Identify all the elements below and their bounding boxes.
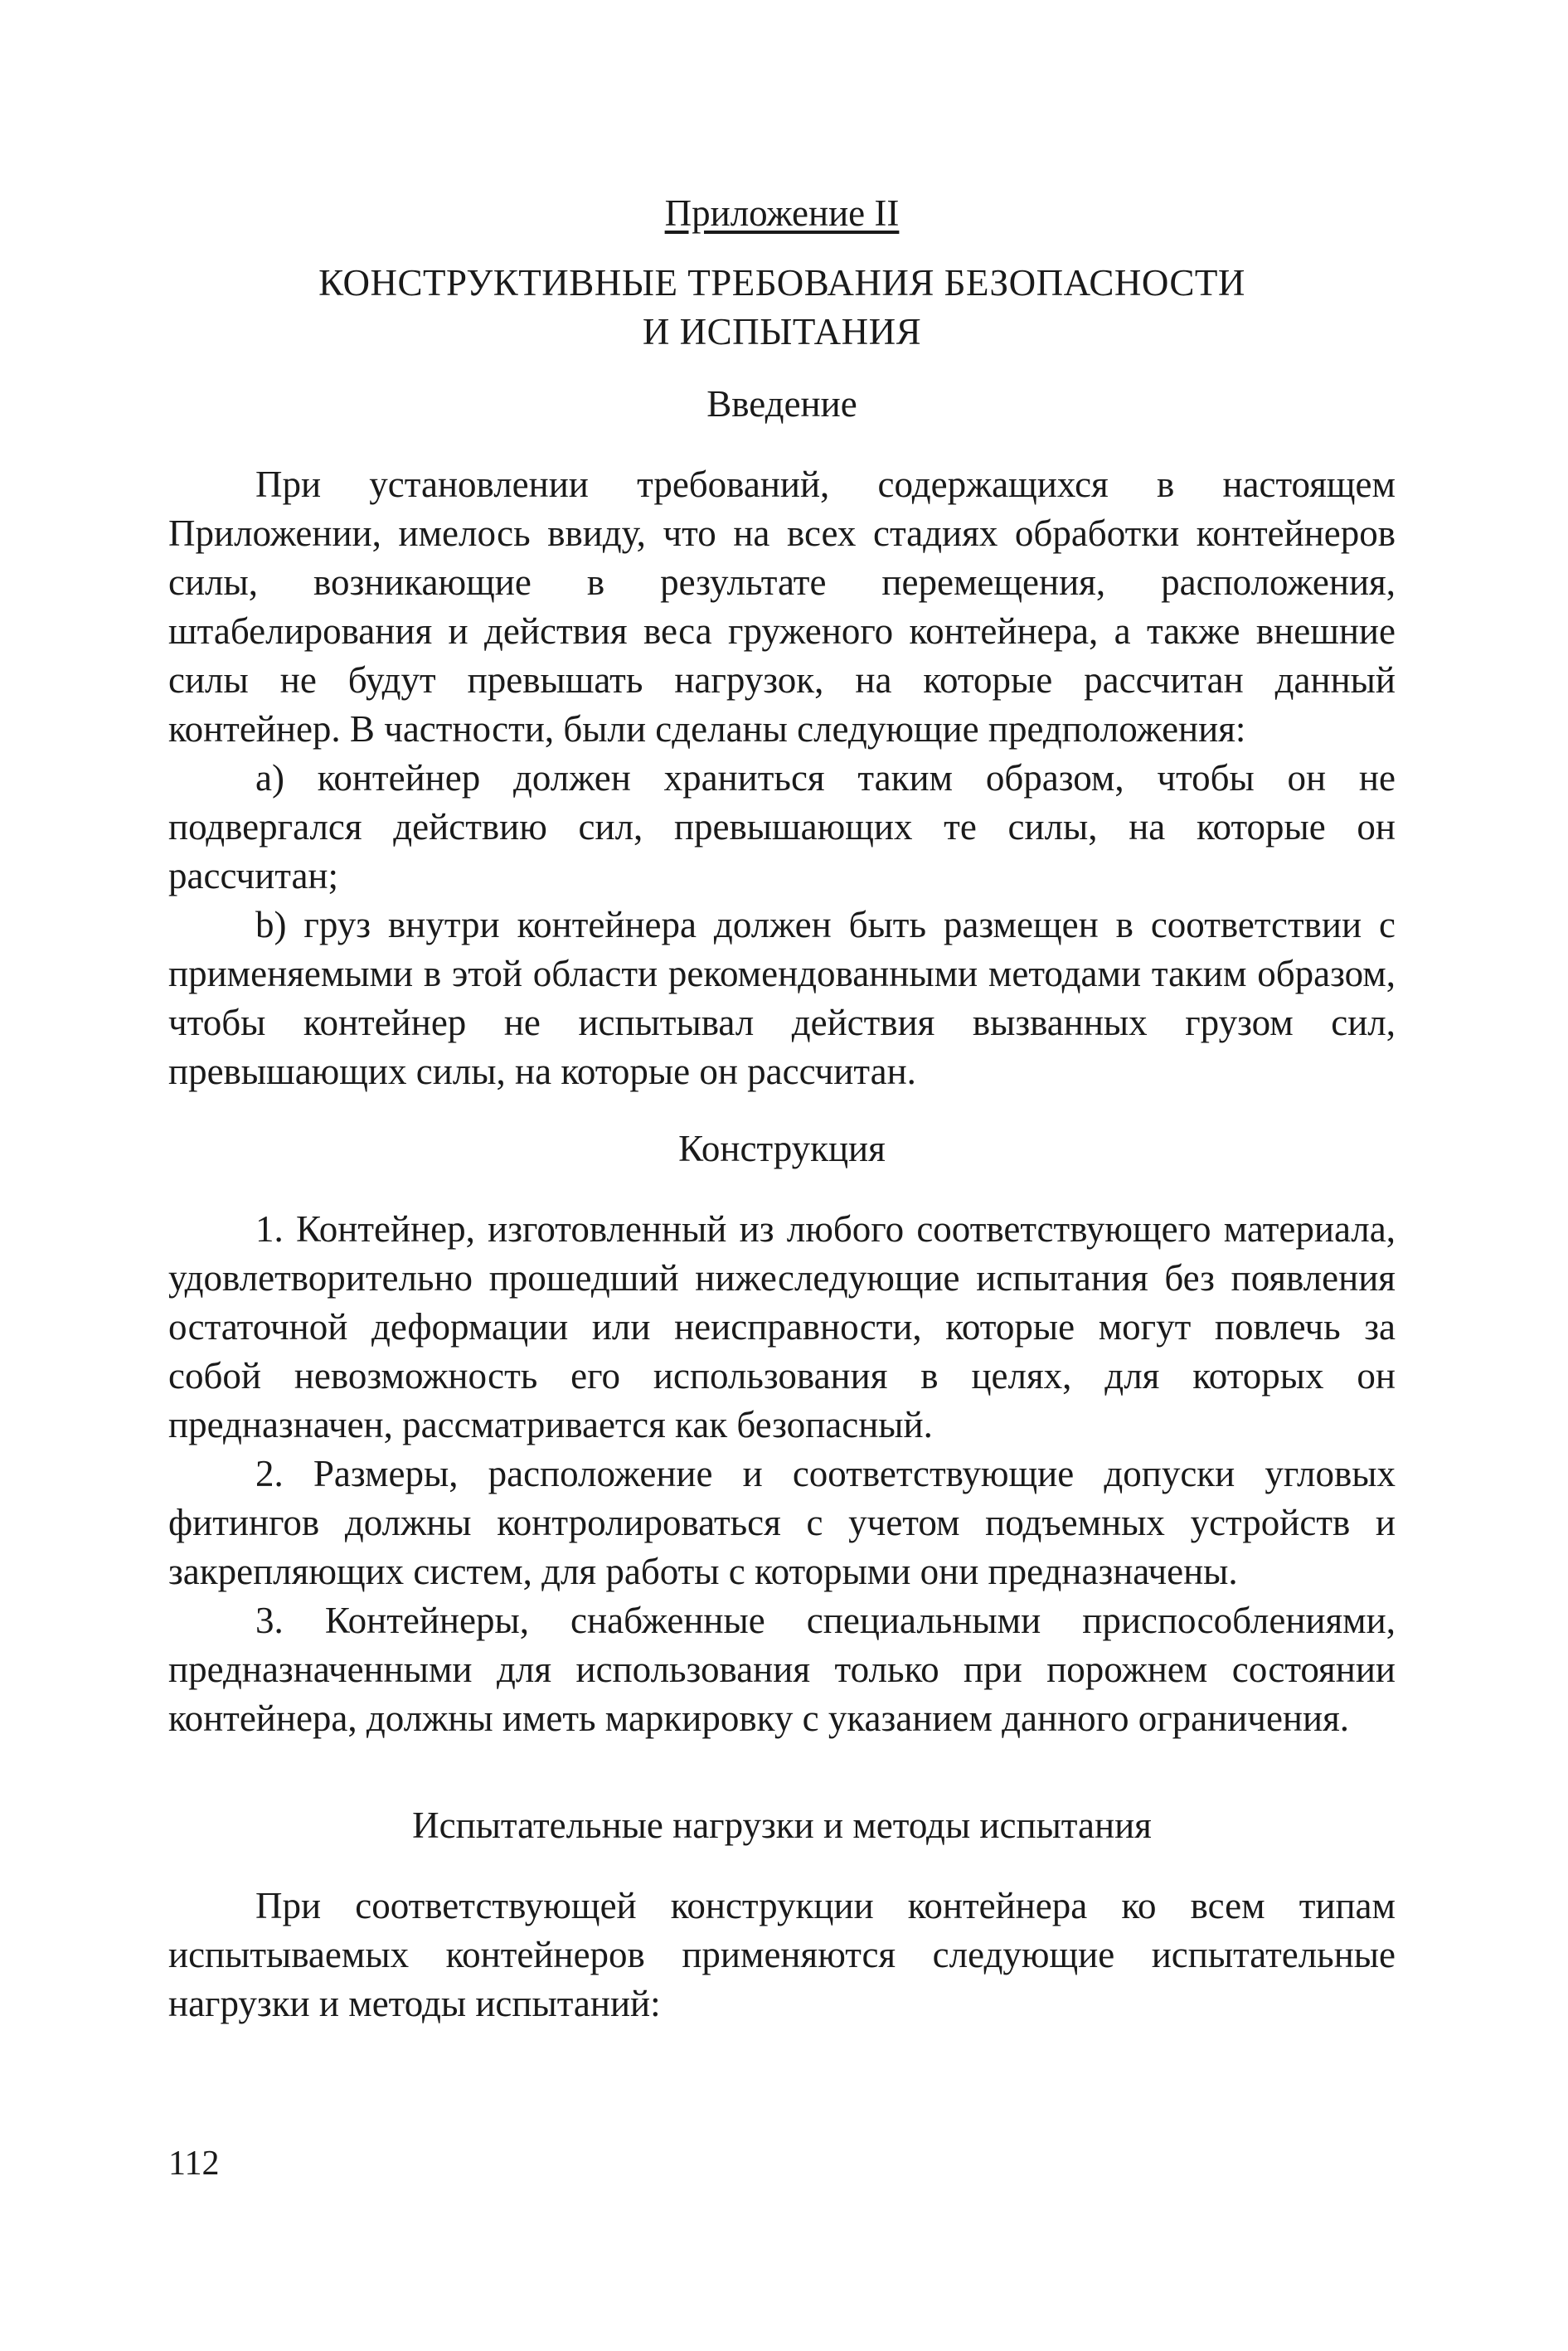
- tests-paragraph: При соответствующей конструкции контейнера ко всем типам испытываемых контейнеров применяются следующие испытательные нагрузки и методы испытаний:: [168, 1885, 1396, 2024]
- construction-clause-1: 1. Контейнер, изготовленный из любого соответствующего материала, удовлетворительно прошедший нижеследующие испытания без появления остаточной деформации или неисправности, которые могут повлечь за собой невозможность его использования в целях, для которых он предназначен, рассматривается как безопасный.: [168, 1208, 1396, 1445]
- construction-clause-2: 2. Размеры, расположение и соответствующие допуски угловых фитингов должны контролироваться с учетом подъемных устройств и закрепляющих систем, для работы с которыми они предназначены.: [168, 1453, 1396, 1592]
- main-title: [168, 259, 1396, 357]
- section-heading-construction: Конструкция: [678, 1128, 886, 1169]
- section-heading-intro: Введение: [706, 383, 857, 425]
- section-heading-tests: Испытательные нагрузки и методы испытания: [412, 1805, 1152, 1846]
- construction-clause-3: 3. Контейнеры, снабженные специальными приспособлениями, предназначенными для использования только при порожнем состоянии контейнера, должны иметь маркировку с указанием данного ограничения.: [168, 1600, 1396, 1739]
- main-title-line-2: И ИСПЫТАНИЯ: [642, 311, 922, 352]
- intro-item-b: b) груз внутри контейнера должен быть размещен в соответствии с применяемыми в этой области рекомендованными методами таким образом, чтобы контейнер не испытывал действия вызванных грузом сил, превышающих силы, на которые он рассчитан.: [168, 904, 1396, 1092]
- intro-item-a: а) контейнер должен храниться таким образом, чтобы он не подвергался действию сил, превышающих те силы, на которые он рассчитан;: [168, 757, 1396, 896]
- appendix-title: Приложение II: [664, 192, 900, 234]
- intro-paragraph: При установлении требований, содержащихся в настоящем Приложении, имелось ввиду, что на всех стадиях обработки контейнеров силы, возникающие в результате перемещения, расположения, штабелирования и действия веса груженого контейнера, а также внешние силы не будут превышать нагрузок, на которые рассчитан данный контейнер. В частности, были сделаны следующие предположения:: [168, 464, 1396, 750]
- page-number: 112: [168, 2145, 220, 2183]
- document-page: [168, 191, 1396, 2028]
- main-title-line-1: КОНСТРУКТИВНЫЕ ТРЕБОВАНИЯ БЕЗОПАСНОСТИ: [318, 262, 1245, 304]
